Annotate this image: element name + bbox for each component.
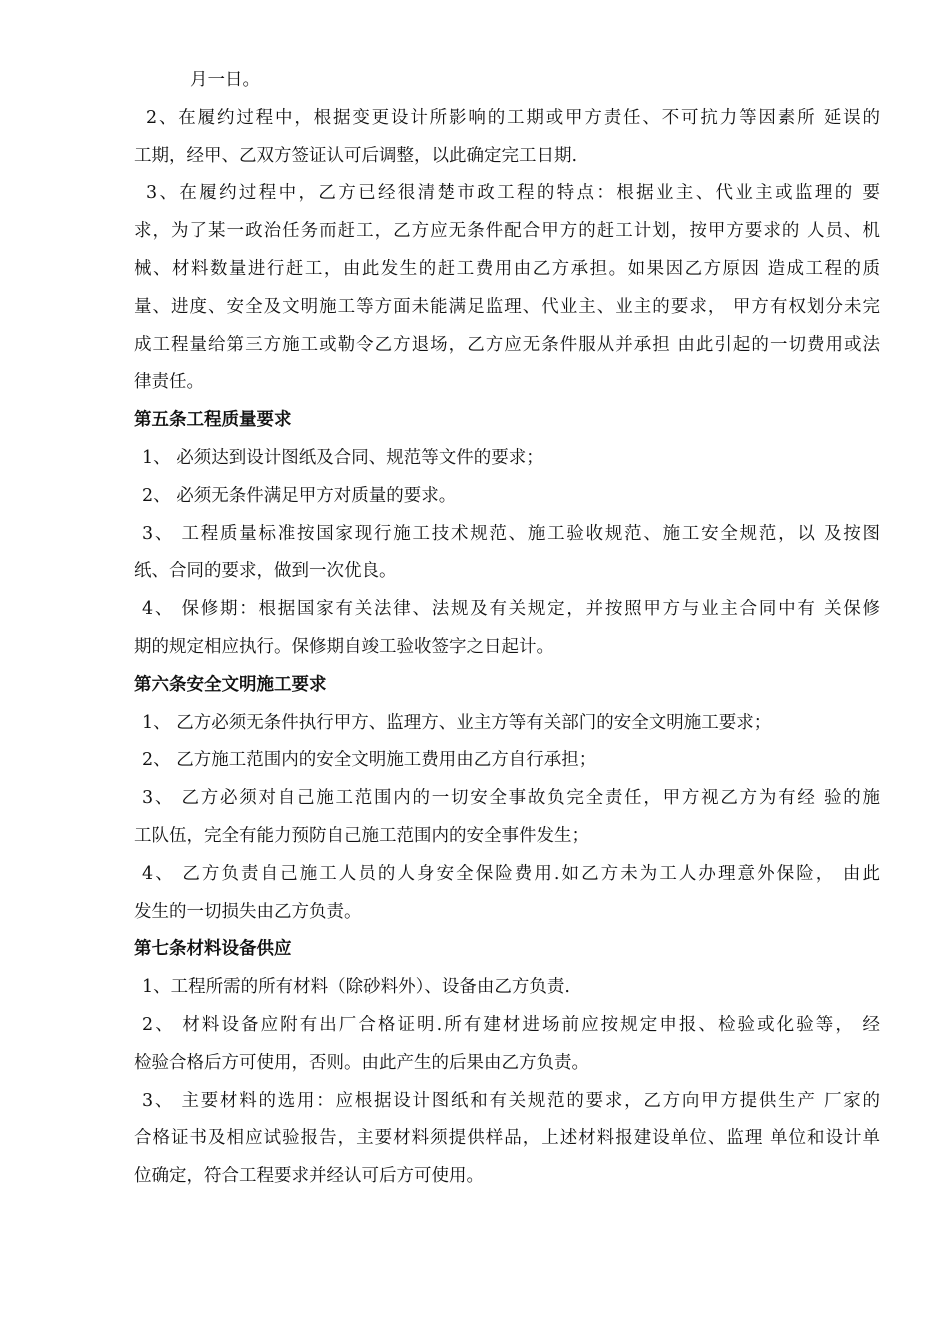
text-line: 2、 乙方施工范围内的安全文明施工费用由乙方自行承担；	[142, 750, 597, 771]
text-line: 3、 主要材料的选用：应根据设计图纸和有关规范的要求，乙方向甲方提供生产 厂家的	[142, 1090, 880, 1111]
text-line: 3、在履约过程中，乙方已经很清楚市政工程的特点：根据业主、代业主或监理的 要	[146, 183, 880, 204]
text-line: 2、在履约过程中，根据变更设计所影响的工期或甲方责任、不可抗力等因素所 延误的	[146, 107, 880, 128]
section-heading: 第六条安全文明施工要求	[134, 674, 327, 695]
text-line: 求，为了某一政治任务而赶工，乙方应无条件配合甲方的赶工计划，按甲方要求的 人员、机	[134, 221, 880, 242]
section-heading: 第五条工程质量要求	[134, 410, 292, 431]
text-line: 2、 材料设备应附有出厂合格证明.所有建材进场前应按规定申报、检验或化验等， 经	[142, 1014, 880, 1035]
section-heading: 第七条材料设备供应	[134, 939, 292, 960]
text-line: 合格证书及相应试验报告，主要材料须提供样品，上述材料报建设单位、监理 单位和设计单	[134, 1128, 880, 1149]
text-line: 工期，经甲、乙双方签证认可后调整，以此确定完工日期.	[134, 145, 578, 166]
text-line: 工队伍，完全有能力预防自己施工范围内的安全事件发生；	[134, 825, 589, 846]
text-line: 3、 乙方必须对自己施工范围内的一切安全事故负完全责任，甲方视乙方为有经 验的施	[142, 788, 880, 809]
text-line: 律责任。	[134, 372, 204, 393]
text-line: 2、 必须无条件满足甲方对质量的要求。	[142, 485, 457, 506]
text-line: 械、材料数量进行赶工，由此发生的赶工费用由乙方承担。如果因乙方原因 造成工程的质	[134, 258, 880, 279]
text-line: 月一日。	[190, 70, 260, 90]
text-line: 1、 必须达到设计图纸及合同、规范等文件的要求；	[142, 447, 544, 468]
text-line: 检验合格后方可使用，否则。由此产生的后果由乙方负责。	[134, 1052, 589, 1073]
text-line: 纸、合同的要求，做到一次优良。	[134, 561, 397, 582]
text-line: 成工程量给第三方施工或勒令乙方退场，乙方应无条件服从并承担 由此引起的一切费用或法	[134, 334, 880, 355]
text-line: 4、 乙方负责自己施工人员的人身安全保险费用.如乙方未为工人办理意外保险， 由此	[142, 863, 880, 884]
document-body	[134, 62, 880, 1196]
text-line: 位确定，符合工程要求并经认可后方可使用。	[134, 1166, 484, 1187]
text-line: 1、 乙方必须无条件执行甲方、监理方、业主方等有关部门的安全文明施工要求；	[142, 712, 772, 733]
text-line: 3、 工程质量标准按国家现行施工技术规范、施工验收规范、施工安全规范，以 及按图	[142, 523, 880, 544]
text-line: 发生的一切损失由乙方负责。	[134, 901, 362, 922]
text-line: 4、 保修期：根据国家有关法律、法规及有关规定，并按照甲方与业主合同中有 关保修	[142, 599, 880, 620]
text-line: 1、工程所需的所有材料（除砂料外）、设备由乙方负责.	[142, 977, 570, 998]
text-line: 期的规定相应执行。保修期自竣工验收签字之日起计。	[134, 636, 554, 657]
text-line: 量、进度、安全及文明施工等方面未能满足监理、代业主、业主的要求， 甲方有权划分未完	[134, 296, 880, 317]
